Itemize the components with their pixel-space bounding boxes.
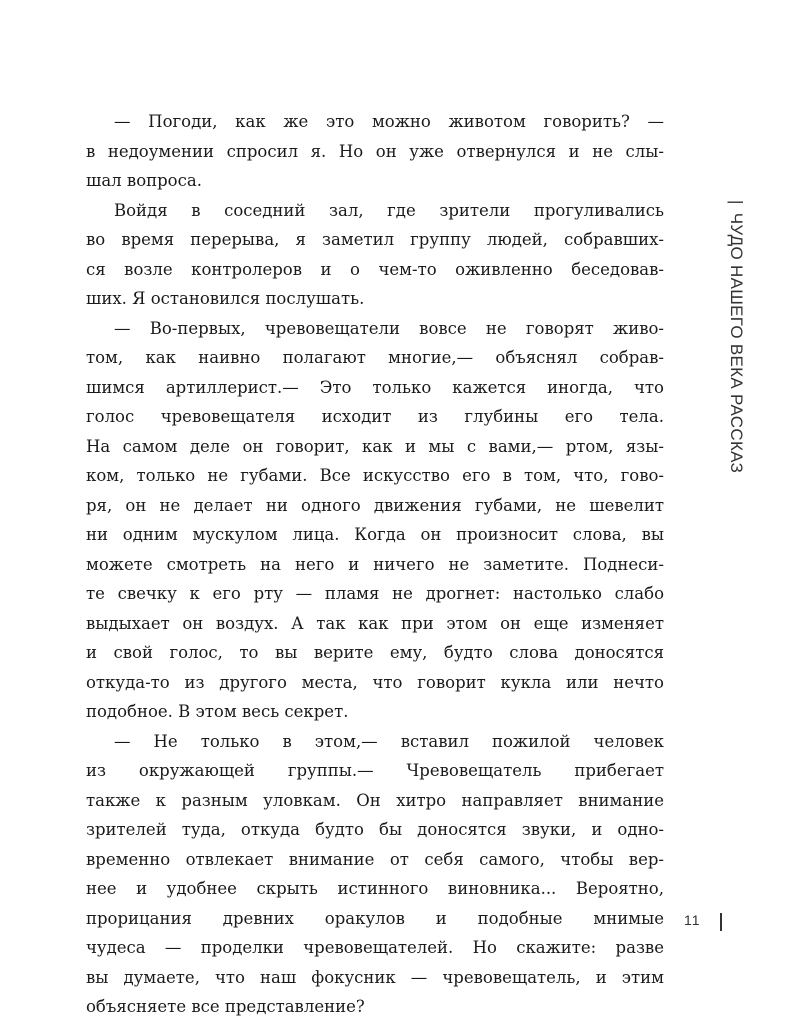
text-line: ших. Я остановился послушать. (86, 289, 365, 308)
text-line: голос чревовещателя исходит из глубины его тела. (86, 407, 664, 426)
body-text (86, 107, 664, 1022)
text-line: и свой голос, то вы верите ему, будто слова доносятся (86, 643, 664, 662)
text-line: — Во-первых, чревовещатели вовсе не говорят живо- (114, 318, 664, 338)
text-line: объясняете все представление? (86, 997, 365, 1016)
text-line: временно отвлекает внимание от себя самого, чтобы вер- (86, 849, 664, 869)
running-head (726, 200, 746, 473)
text-line: откуда-то из другого места, что говорит кукла или нечто (86, 672, 664, 692)
text-line: том, как наивно полагают многие,— объяснял собрав- (86, 348, 664, 367)
text-line: прорицания древних оракулов и подобные мнимые (86, 908, 664, 928)
running-head-bar: | (727, 200, 746, 205)
text-line: ся возле контролеров и о чем-то оживленно беседовав- (86, 259, 664, 279)
text-line: — Погоди, как же это можно животом говорить? — (114, 112, 664, 131)
text-line: те свечку к его рту — пламя не дрогнет: настолько слабо (86, 584, 664, 603)
text-line: выдыхает он воздух. А так как при этом он еще изменяет (86, 613, 664, 633)
page-number: 11 (684, 912, 701, 928)
text-line: в недоумении спросил я. Но он уже отвернулся и не слы- (86, 141, 664, 161)
running-head-title: ЧУДО НАШЕГО ВЕКА РАССКАЗ (727, 212, 746, 474)
text-line: нее и удобнее скрыть истинного виновника... Вероятно, (86, 879, 664, 898)
text-line: подобное. В этом весь секрет. (86, 702, 349, 721)
text-line: — Не только в этом,— вставил пожилой человек (114, 731, 664, 751)
text-line: ком, только не губами. Все искусство его в том, что, гово- (86, 466, 664, 485)
text-line: На самом деле он говорит, как и мы с вами,— ртом, язы- (86, 436, 664, 456)
page-number-rule (720, 913, 722, 931)
text-line: во время перерыва, я заметил группу людей, собравших- (86, 230, 664, 249)
text-line: шал вопроса. (86, 171, 202, 190)
text-line: из окружающей группы.— Чревовещатель прибегает (86, 761, 664, 780)
text-line: шимся артиллерист.— Это только кажется иногда, что (86, 377, 664, 397)
text-line: Войдя в соседний зал, где зрители прогуливались (114, 200, 664, 220)
text-line: ря, он не делает ни одного движения губами, не шевелит (86, 495, 664, 515)
text-line: можете смотреть на него и ничего не заметите. Поднеси- (86, 554, 664, 574)
text-line: ни одним мускулом лица. Когда он произносит слова, вы (86, 525, 664, 544)
text-line: также к разным уловкам. Он хитро направляет внимание (86, 790, 664, 810)
text-line: зрителей туда, откуда будто бы доносятся звуки, и одно- (86, 820, 664, 839)
text-line: чудеса — проделки чревовещателей. Но скажите: разве (86, 938, 664, 957)
text-line: вы думаете, что наш фокусник — чревовещатель, и этим (86, 967, 664, 987)
